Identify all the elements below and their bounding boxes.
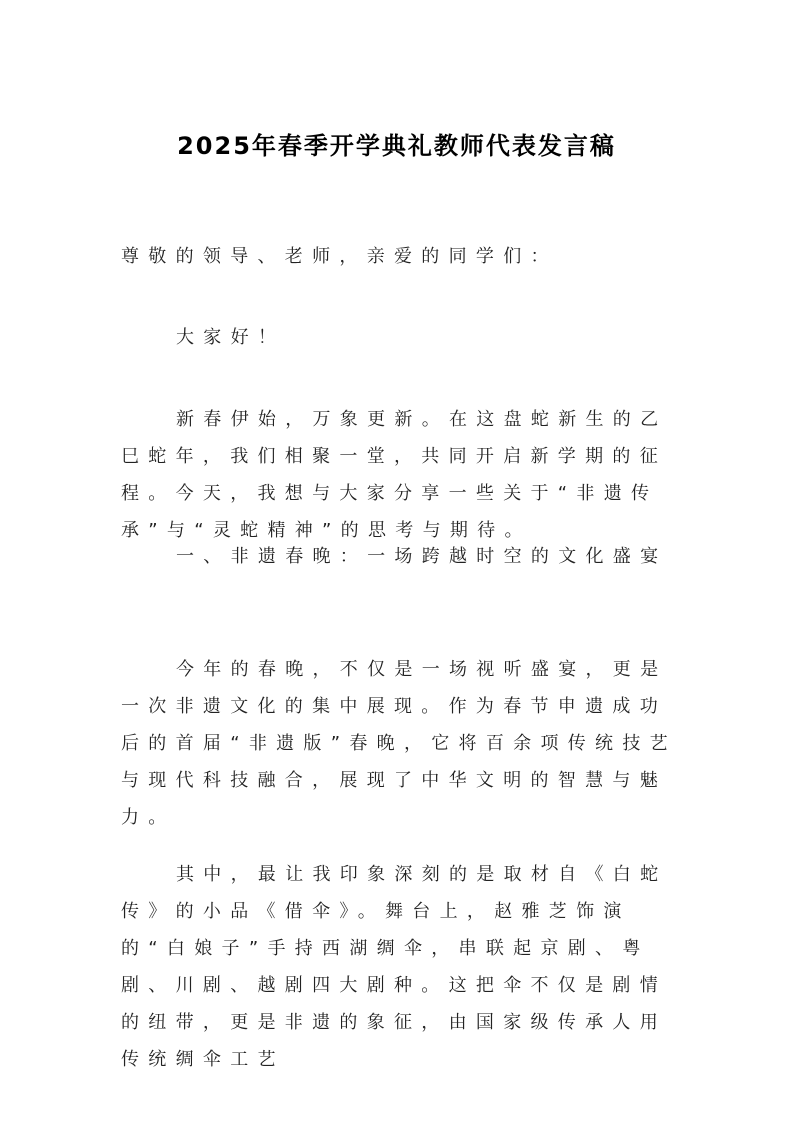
paragraph-spring-gala: 今年的春晚，不仅是一场视听盛宴，更是一次非遗文化的集中展现。作为春节申遗成功后的首届“非遗版”春晚，它将百余项传统技艺与现代科技融合，展现了中华文明的智慧与魅力。: [121, 659, 677, 828]
paragraph-borrow-umbrella: 其中，最让我印象深刻的是取材自《白蛇传》的小品《借伞》。舞台上，赵雅芝饰演的“白娘子”手持西湖绸伞，串联起京剧、粤剧、川剧、越剧四大剧种。这把伞不仅是剧情的纽带，更是非遗的象征，由国家级传承人用传统绸伞工艺: [121, 864, 668, 1070]
greeting: 大家好！: [176, 327, 286, 348]
section-heading-1: 一、非遗春晚：一场跨越时空的文化盛宴: [176, 546, 668, 567]
salutation: 尊敬的领导、老师，亲爱的同学们：: [121, 246, 558, 267]
paragraph-intro: 新春伊始，万象更新。在这盘蛇新生的乙巳蛇年，我们相聚一堂，共同开启新学期的征程。今天，我想与大家分享一些关于“非遗传承”与“灵蛇精神”的思考与期待。: [121, 409, 668, 541]
document-title: 2025年春季开学典礼教师代表发言稿: [177, 132, 616, 160]
